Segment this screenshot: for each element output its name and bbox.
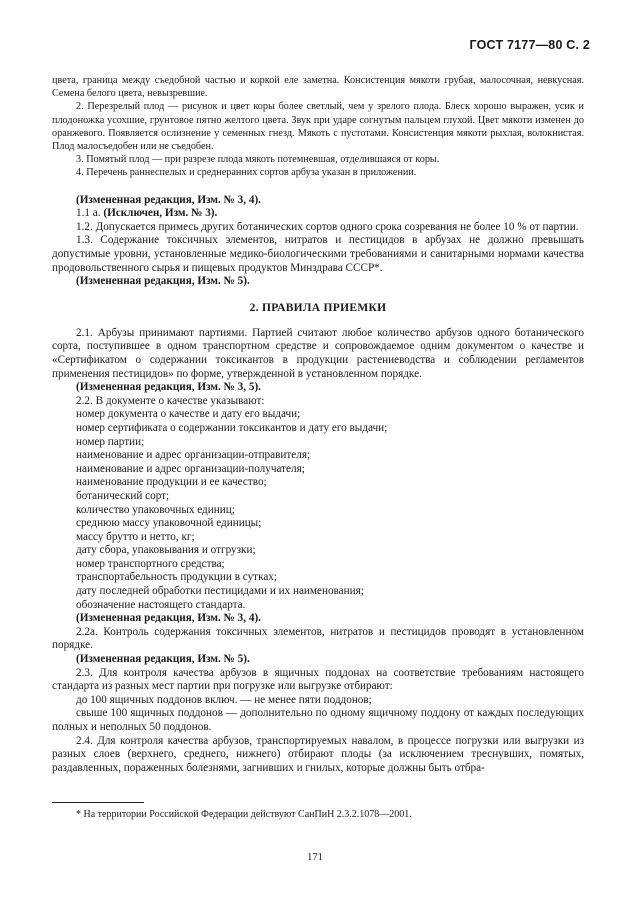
clause-1-1a-status: (Исключен, Изм. № 3). — [103, 207, 218, 220]
section-title: 2. ПРАВИЛА ПРИЕМКИ — [249, 301, 387, 314]
list-item: номер транспортного средства; — [76, 557, 225, 570]
edit-note: (Измененная редакция, Изм. № 5). — [76, 275, 250, 288]
list-item: наименование продукции и ее качество; — [76, 476, 267, 489]
footnote-divider — [52, 802, 144, 803]
list-item: массу брутто и нетто, кг; — [76, 530, 195, 543]
list-item: количество упаковочных единиц; — [76, 503, 235, 516]
paragraph-overripe: 2. Перезрелый плод — рисунок и цвет коры более светлый, чем у зрелого плода. Блеск хорошо выражен, усик и плодоножка усохшие, грунтовое пятно желтого цвета. Звук при ударе согнутым пальцем глухой. Цвет мякоти изменен до оранжевого. Появляется ослизнение у семенных гнезд. Мякоть с пустотами. Консистенция мякоти рыхлая, волокнистая. Плод малосъедобен или не съедобен. — [52, 101, 584, 153]
list-item: дату сбора, упаковывания и отгрузки; — [76, 544, 256, 557]
edit-note: (Измененная редакция, Изм. № 3, 4). — [76, 193, 261, 206]
clause-1-2: 1.2. Допускается примесь других ботанических сортов одного срока созревания не более 10 % от партии. — [76, 220, 579, 233]
list-item: дату последней обработки пестицидами и их наименования; — [76, 585, 364, 598]
page-header: ГОСТ 7177—80 С. 2 — [469, 38, 590, 52]
edit-note: (Измененная редакция, Изм. № 5). — [76, 653, 250, 666]
list-item: транспортабельность продукции в сутках; — [76, 571, 278, 584]
paragraph-varieties: 4. Перечень раннеспелых и среднеранних сортов арбуза указан в приложении. — [76, 167, 417, 179]
clause-2-3: 2.3. Для контроля качества арбузов в ящичных поддонах на соответствие требованиям настоящего стандарта из разных мест партии при погрузке или выгрузке отбирают: — [52, 666, 584, 693]
clause-1-1a-number: 1.1 а. — [76, 207, 101, 220]
footnote: * На территории Российской Федерации действуют СанПиН 2.3.2.1078—2001. — [76, 809, 412, 820]
list-item: среднюю массу упаковочной единицы; — [76, 517, 262, 530]
clause-2-2a: 2.2а. Контроль содержания токсичных элементов, нитратов и пестицидов проводят в установленном порядке. — [52, 625, 584, 652]
clause-1-1a — [52, 207, 584, 221]
paragraph-bruised: 3. Помятый плод — при разрезе плода мякоть потемневшая, отделившаяся от коры. — [76, 154, 440, 166]
edit-note: (Измененная редакция, Изм. № 3, 4). — [76, 612, 261, 625]
edit-note: (Измененная редакция, Изм. № 3, 5). — [76, 381, 261, 394]
clause-1-3: 1.3. Содержание токсичных элементов, нитратов и пестицидов в арбузах не должно превышать допустимые уровни, установленные медико-биологическими требованиями и санитарными нормами качества продовольственного сырья и пищевых продуктов Минздрава СССР*. — [52, 234, 584, 274]
paragraph-continued: цвета, граница между съедобной частью и коркой еле заметна. Консистенция мякоти грубая, малосочная, невкусная. Семена белого цвета, невызревшие. — [52, 75, 584, 100]
clause-2-1: 2.1. Арбузы принимают партиями. Партией считают любое количество арбузов одного ботанического сорта, поступившее в одном транспортном средстве и сопровождаемое одним документом о качестве и «Сертификатом о содержании токсикантов в продукции растениеводства и соблюдении регламентов применения пестицидов» по форме, утвержденной в установленном порядке. — [52, 326, 584, 380]
clause-2-3-item: свыше 100 ящичных поддонов — дополнительно по одному ящичному поддону от каждых последующих полных и неполных 50 поддонов. — [52, 707, 584, 733]
list-item: наименование и адрес организации-отправителя; — [76, 449, 311, 462]
document-body — [52, 74, 584, 775]
list-item: номер сертификата о содержании токсикантов и дату его выдачи; — [76, 421, 388, 434]
clause-2-2: 2.2. В документе о качестве указывают: — [76, 394, 265, 407]
list-item: номер партии; — [76, 435, 145, 448]
page-number: 171 — [307, 852, 323, 863]
list-item: наименование и адрес организации-получателя; — [76, 462, 305, 475]
list-item: номер документа о качестве и дату его выдачи; — [76, 408, 301, 421]
list-item: обозначение настоящего стандарта. — [76, 598, 246, 611]
document-fields-list — [52, 408, 584, 612]
list-item: ботанический сорт; — [76, 489, 170, 502]
clause-2-3-item: до 100 ящичных поддонов включ. — не менее пяти поддонов; — [76, 693, 372, 706]
clause-2-4: 2.4. Для контроля качества арбузов, транспортируемых навалом, в процессе погрузки или выгрузки из разных слоев (верхнего, среднего, нижнего) отбирают плоды (за исключением треснувших, помятых, раздавленных, пораженных болезнями, загнивших и гнилых, которые должны быть отбра- — [52, 734, 584, 774]
